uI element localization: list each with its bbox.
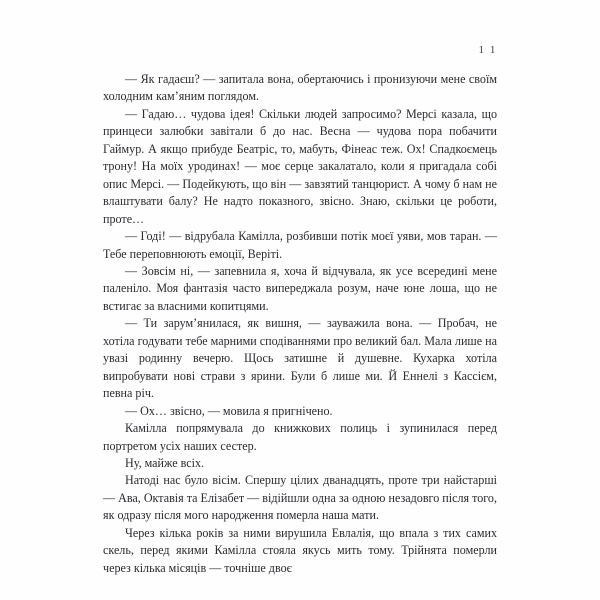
paragraph: — Ти зарум’янилася, як вишня, — зауважила вона. — Пробач, не хотіла годувати тебе марними сподіваннями про великий бал. Мала лише на увазі родинну вечерю. Щось затишне й душевне. Кухарка хотіла випробувати нові страви з ярини. Були б лише ми. Й Еннелі з Кассієм, певна річ. bbox=[103, 316, 497, 401]
paragraph: Натоді нас було вісім. Спершу цілих дванадцять, проте три найстарші — Ава, Октавія та Елізабет — відійшли одна за одною незадовго після того, як одразу після мого народження померла наша мати. bbox=[103, 473, 497, 523]
paragraph: — Як гадаєш? — запитала вона, обертаючись і пронизуючи мене своїм холодним кам’яним поглядом. bbox=[103, 72, 497, 104]
paragraph: — Зовсім ні, — запевнила я, хоча й відчувала, як усе всередині мене паленіло. Моя фантазія часто випереджала розум, наче юне лоша, що не встигає за власними копитцями. bbox=[103, 263, 497, 313]
body-text-block bbox=[103, 71, 497, 577]
paragraph: Через кілька років за ними вирушила Евлалія, що впала з тих самих скель, перед якими Камілла стояла якусь мить тому. Трійнята померли через кілька місяців — точніше двоє bbox=[103, 525, 497, 575]
paragraph: Ну, майже всіх. bbox=[125, 455, 205, 470]
paragraph: — Годі! — відрубала Камілла, розбивши потік моєї уяви, мов таран. — Тебе переповнюють емоції, Веріті. bbox=[103, 229, 497, 261]
paragraph: — Гадаю… чудова ідея! Скільки людей запросимо? Мерсі казала, що принцеси залюбки завітали б до нас. Весна — чудова пора побачити Гаймур. А якщо прибуде Беатріс, то, мабуть, Фінеас теж. Ох! Спадкоємець трону! На моїх уродинах! — моє серце закалатало, коли я пригадала собі опис Мерсі. — Подейкують, що він — завзятий танцюрист. А чому б нам не влаштувати балу? Не надто показного, звісно. Знаю, скільки це роботи, проте… bbox=[103, 106, 497, 226]
paragraph: — Ох… звісно, — мовила я пригнічено. bbox=[125, 403, 333, 418]
paragraph: Камілла попрямувала до книжкових полиць і зупинилася перед портретом усіх наших сестер. bbox=[103, 421, 497, 453]
page-number: 1 1 bbox=[478, 44, 497, 56]
